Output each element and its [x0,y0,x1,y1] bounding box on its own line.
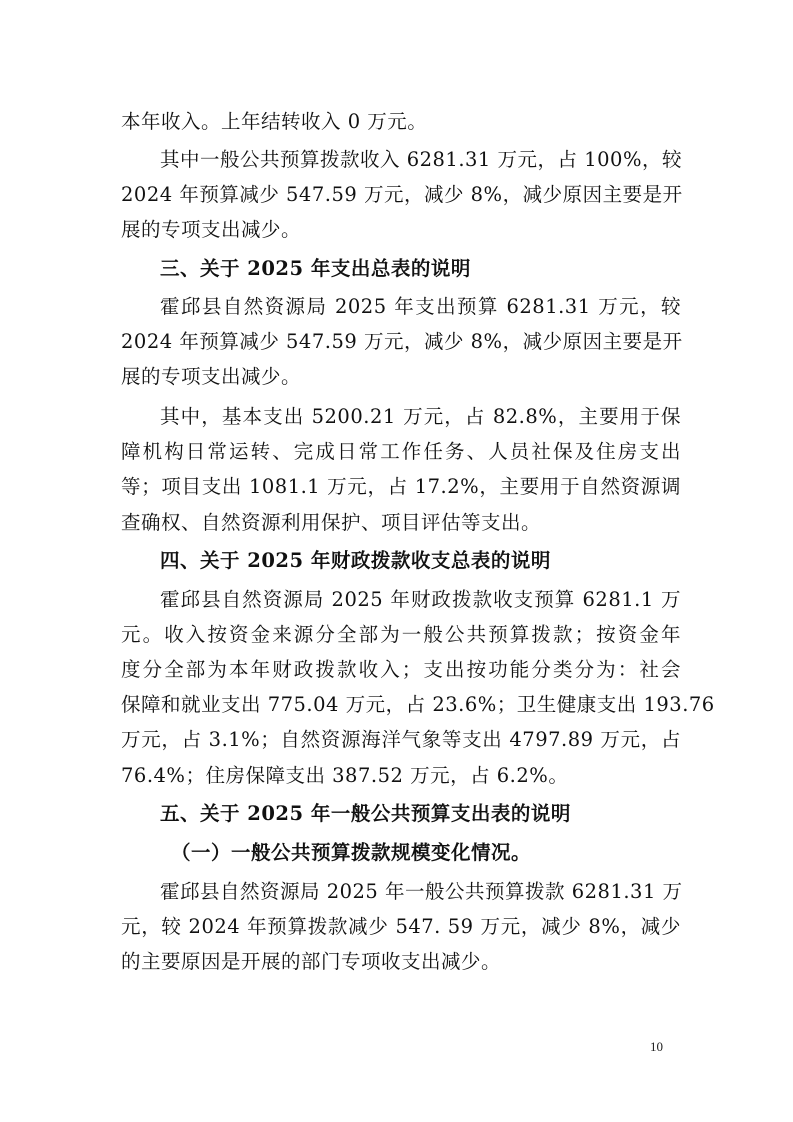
paragraph-line: 76.4%；住房保障支出 387.52 万元，占 6.2%。 [121,764,569,787]
paragraph-line: 度分全部为本年财政拨款收入；支出按功能分类分为：社会 [121,658,681,681]
paragraph-line: 查确权、自然资源利用保护、项目评估等支出。 [121,511,542,534]
paragraph-line: 展的专项支出减少。 [121,218,302,241]
paragraph-line: 元，较 2024 年预算拨款减少 547. 59 万元，减少 8%，减少 [121,915,681,938]
page-number: 10 [650,1039,663,1054]
paragraph-line: 霍邱县自然资源局 2025 年财政拨款收支预算 6281.1 万 [160,588,681,611]
paragraph-line: 其中，基本支出 5200.21 万元，占 82.8%，主要用于保 [160,405,681,428]
section-heading: 三、关于 2025 年支出总表的说明 [160,257,471,280]
paragraph-line: 的主要原因是开展的部门专项收支出减少。 [121,950,502,973]
paragraph-line: 2024 年预算减少 547.59 万元，减少 8%，减少原因主要是开 [121,183,683,206]
paragraph-line: 展的专项支出减少。 [121,365,302,388]
paragraph-line: 元。收入按资金来源分全部为一般公共预算拨款；按资金年 [121,623,681,646]
paragraph-line: 霍邱县自然资源局 2025 年一般公共预算拨款 6281.31 万 [160,880,683,903]
paragraph-line: 霍邱县自然资源局 2025 年支出预算 6281.31 万元，较 [160,295,681,318]
paragraph-line: 万元，占 3.1%；自然资源海洋气象等支出 4797.89 万元，占 [121,728,681,751]
section-heading: 五、关于 2025 年一般公共预算支出表的说明 [160,802,571,825]
paragraph-line: 其中一般公共预算拨款收入 6281.31 万元，占 100%，较 [160,148,682,171]
paragraph-line: 等；项目支出 1081.1 万元，占 17.2%，主要用于自然资源调 [121,475,681,498]
paragraph-line: 保障和就业支出 775.04 万元，占 23.6%；卫生健康支出 193.76 [121,693,715,716]
paragraph-line: 本年收入。上年结转收入 0 万元。 [121,110,428,133]
paragraph-line: 2024 年预算减少 547.59 万元，减少 8%，减少原因主要是开 [121,330,683,353]
paragraph-line: 障机构日常运转、完成日常工作任务、人员社保及住房支出 [121,440,681,463]
subsection-heading: （一）一般公共预算拨款规模变化情况。 [171,841,532,864]
section-heading: 四、关于 2025 年财政拨款收支总表的说明 [160,549,551,572]
